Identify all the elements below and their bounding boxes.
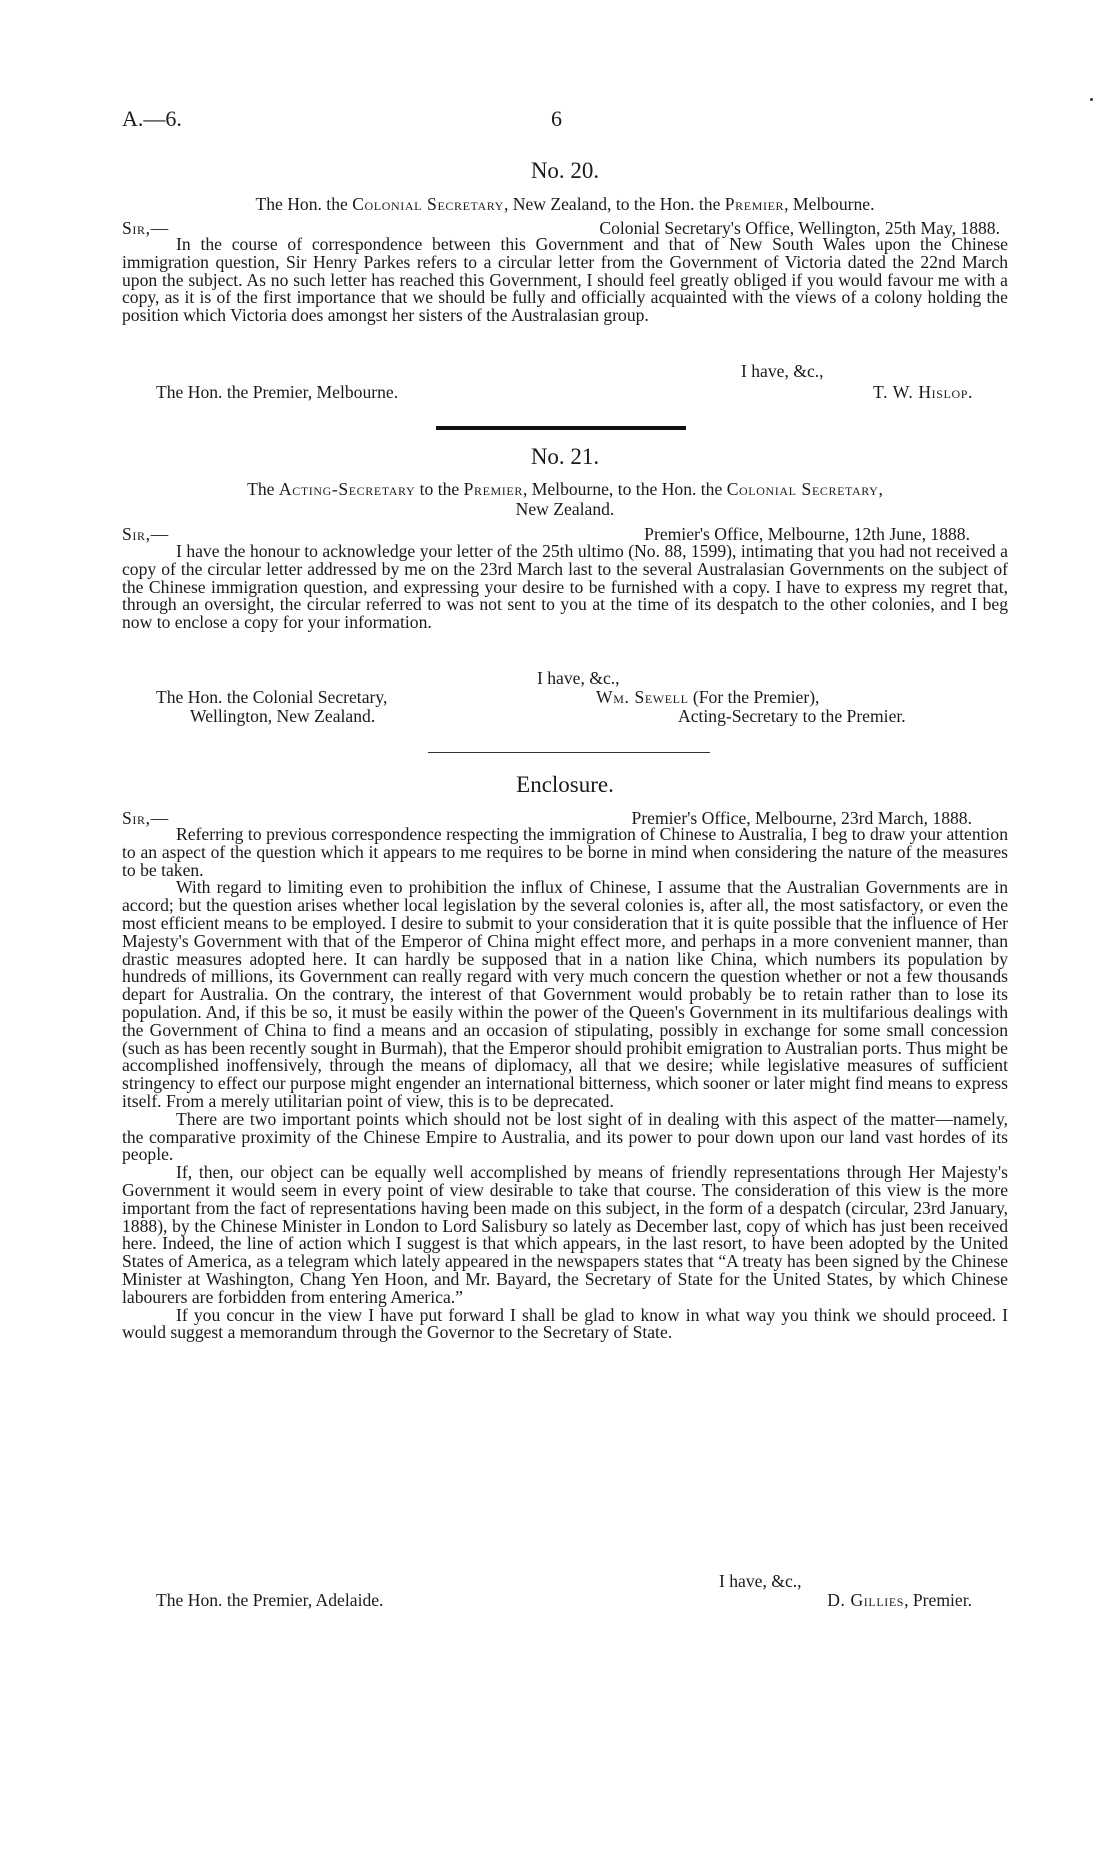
enclosure-paragraph: Referring to previous correspondence respecting the immigration of Chinese to Australia, I beg to draw your attention to an aspect of the question which it appears to me requires to be borne in mind when considering the nature of the measures to be taken. [122,824,1008,880]
enclosure-title: Enclosure. [516,772,614,797]
enclosure-signature: D. Gillies, Premier. [827,1590,972,1610]
section-divider [436,426,686,430]
letter-20-salutation: Sir,— [122,218,169,238]
letter-21-addressee-line2: Wellington, New Zealand. [190,706,376,726]
letter-21-signature-title: Acting-Secretary to the Premier. [678,706,906,726]
enclosure-closing: I have, &c., [719,1571,802,1591]
letter-21-address-date: Premier's Office, Melbourne, 12th June, 1888. [644,524,970,544]
enclosure-addressee: The Hon. the Premier, Adelaide. [156,1590,384,1610]
letter-20-addressee: The Hon. the Premier, Melbourne. [156,382,399,402]
letter-20-signature: T. W. Hislop. [873,382,973,402]
letter-21-number: No. 21. [530,444,600,469]
enclosure-body [122,826,1008,1342]
enclosure-paragraph: There are two important points which should not be lost sight of in dealing with this aspect of the matter—namely, the comparative proximity of the Chinese Empire to Australia, and its power to pour down upon our land vast hordes of its people. [122,1108,1008,1165]
letter-21-heading-line2: New Zealand. [515,499,615,519]
letter-21-salutation: Sir,— [122,524,169,544]
letter-21-signature: Wm. Sewell (For the Premier), [596,687,820,707]
enclosure-paragraph: If, then, our object can be equally well accomplished by means of friendly representations through Her Majesty's Government it would seem in every point of view desirable to take that course. The consideration of this view is the more important from the fact of representations having been made on this subject, in the form of a despatch (circular, 23rd January, 1888), by the Chinese Minister in London to Lord Salisbury so lately as December last, copy of which has just been received here. Indeed, the line of action which I suggest is that which appears, in the last resort, to have been adopted by the United States of America, as a telegram which lately appeared in the newspapers states that “A treaty has been signed by the Chinese Minister at Washington, Chang Yen Hoon, and Mr. Bayard, the Secretary of State for the United States, by which Chinese labourers are forbidden from entering America.” [122,1162,1008,1307]
enclosure-address-date: Premier's Office, Melbourne, 23rd March, 1888. [631,808,972,828]
document-reference: A.—6. [122,106,182,131]
enclosure-salutation: Sir,— [122,808,169,828]
corner-mark [1090,98,1093,101]
letter-21-heading: The Acting-Secretary to the Premier, Melbourne, to the Hon. the Colonial Secretary, [247,479,883,499]
letter-20-number: No. 20. [530,158,600,183]
enclosure-divider [428,752,710,753]
page-number: 6 [551,106,562,131]
letter-21-addressee-line1: The Hon. the Colonial Secretary, [156,687,388,707]
letter-20-heading: The Hon. the Colonial Secretary, New Zealand, to the Hon. the Premier, Melbourne. [255,194,875,214]
enclosure-paragraph: With regard to limiting even to prohibition the influx of Chinese, I assume that the Australian Governments are in accord; but the question arises whether local legislation by the several colonies is, after all, the most satisfactory, or even the most efficient means to be employed. I desire to submit to your consideration that it is quite possible that the influence of Her Majesty's Government with that of the Emperor of China might effect more, and perhaps in a more convenient manner, than drastic measures adopted here. It can hardly be supposed that in a nation like China, which numbers its population by hundreds of millions, its Government can really regard with very much concern the question whether or not a few thousands depart for Australia. On the contrary, the interest of that Government would probably be to retain rather than to lose its population. And, if this be so, it must be easily within the power of the Queen's Government in its multifarious dealings with the Government of China to find a means and an occasion of stipulating, possibly in exchange for some small concession (such as has been recently sought in Burmah), that the Emperor should prohibit emigration to Australian ports. Thus might be accomplished inoffensively, through the means of diplomacy, all that we desire; while legislative measures of sufficient stringency to effect our purpose might engender an international bitterness, which sooner or later might find means to express itself. From a merely utilitarian point of view, this is to be deprecated. [122,877,1008,1111]
enclosure-paragraph: If you concur in the view I have put forward I shall be glad to know in what way you think we should proceed. I would suggest a memorandum through the Governor to the Secretary of State. [122,1304,1008,1343]
letter-20-closing: I have, &c., [741,361,824,381]
letter-20-address-date: Colonial Secretary's Office, Wellington, 25th May, 1888. [599,218,1000,238]
letter-21-closing: I have, &c., [537,668,620,688]
letter-21-body: I have the honour to acknowledge your letter of the 25th ultimo (No. 88, 1599), intimating that you had not received a copy of the circular letter addressed by me on the 23rd March last to the several Australasian Governments on the subject of the Chinese immigration question, and expressing your desire to be furnished with a copy. I have to express my regret that, through an oversight, the circular referred to was not sent to you at the time of its despatch to the other colonies, and I beg now to enclose a copy for your information. [122,541,1008,633]
letter-20-body: In the course of correspondence between this Government and that of New South Wales upon the Chinese immigration question, Sir Henry Parkes refers to a circular letter from the Government of Victoria dated the 22nd March upon the subject. As no such letter has reached this Government, I should feel greatly obliged if you would favour me with a copy, as it is of the first importance that we should be fully and officially acquainted with the views of a colony holding the position which Victoria does amongst her sisters of the Australasian group. [122,234,1008,326]
